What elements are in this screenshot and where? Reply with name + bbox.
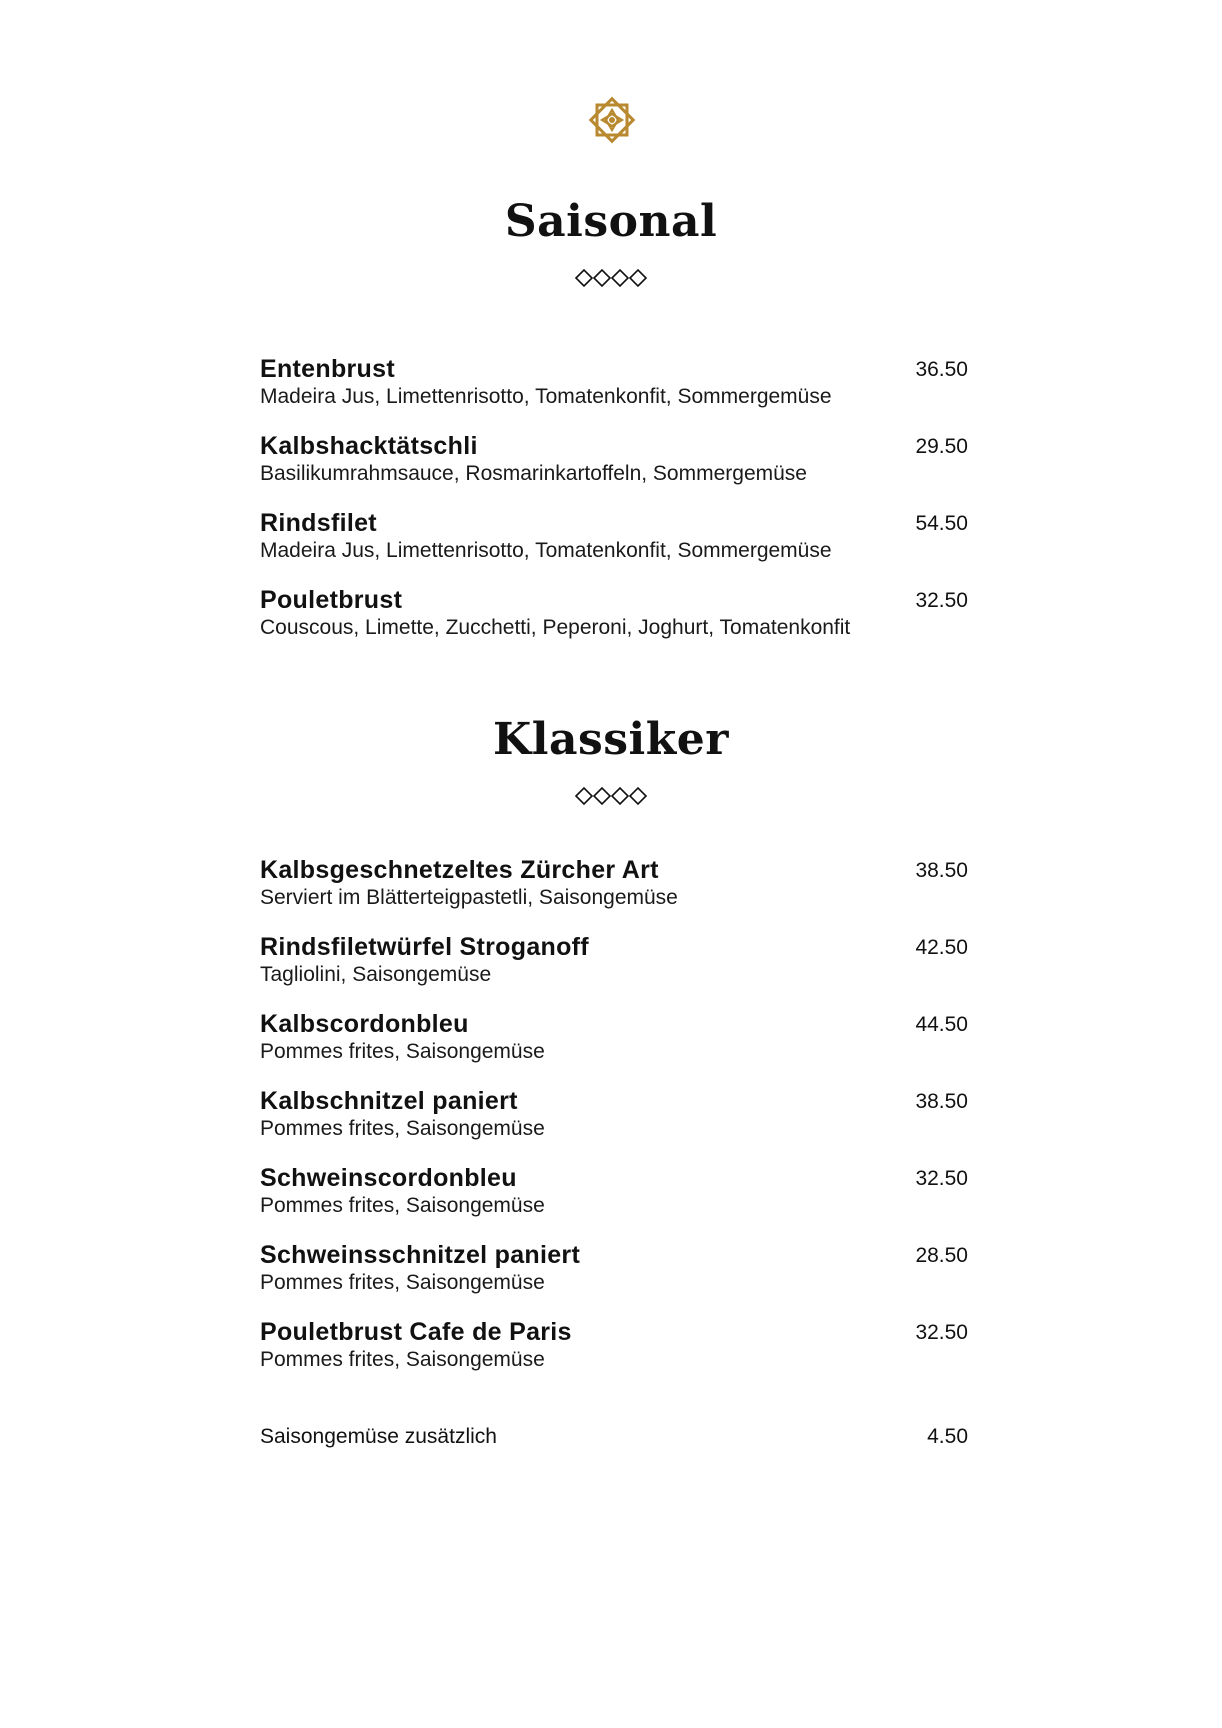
item-price: 29.50	[915, 435, 968, 458]
item-name: Kalbscordonbleu	[260, 1010, 469, 1038]
item-price: 32.50	[915, 589, 968, 612]
item-name: Pouletbrust	[260, 586, 403, 614]
item-name: Kalbshacktätschli	[260, 432, 478, 460]
item-price: 32.50	[915, 1167, 968, 1190]
item-name: Kalbsgeschnetzeltes Zürcher Art	[260, 856, 659, 884]
menu-item	[260, 1086, 968, 1163]
item-price: 36.50	[915, 358, 968, 381]
menu-item	[260, 1317, 968, 1394]
item-name: Entenbrust	[260, 355, 395, 383]
menu-item	[260, 1009, 968, 1086]
item-name: Kalbschnitzel paniert	[260, 1087, 518, 1115]
menu-item	[260, 354, 968, 431]
menu-item	[260, 1163, 968, 1240]
item-description: Madeira Jus, Limettenrisotto, Tomatenkonfit, Sommergemüse	[260, 385, 832, 408]
item-description: Pommes frites, Saisongemüse	[260, 1271, 545, 1294]
item-price: 32.50	[915, 1321, 968, 1344]
item-price: 44.50	[915, 1013, 968, 1036]
item-price: 54.50	[915, 512, 968, 535]
item-description: Madeira Jus, Limettenrisotto, Tomatenkonfit, Sommergemüse	[260, 539, 832, 562]
item-name: Pouletbrust Cafe de Paris	[260, 1318, 572, 1346]
item-price: 38.50	[915, 1090, 968, 1113]
extra-price: 4.50	[927, 1425, 968, 1448]
menu-item	[260, 932, 968, 1009]
menu-item	[260, 585, 968, 662]
menu-list-saisonal	[260, 354, 968, 662]
menu-item	[260, 508, 968, 585]
item-name: Schweinscordonbleu	[260, 1164, 517, 1192]
item-price: 28.50	[915, 1244, 968, 1267]
item-name: Rindsfilet	[260, 509, 377, 537]
menu-list-klassiker	[260, 855, 968, 1394]
diamond-row-icon	[574, 268, 650, 288]
menu-item	[260, 431, 968, 508]
item-description: Pommes frites, Saisongemüse	[260, 1040, 545, 1063]
item-description: Couscous, Limette, Zucchetti, Peperoni, Joghurt, Tomatenkonfit	[260, 616, 851, 639]
menu-item	[260, 855, 968, 932]
item-description: Basilikumrahmsauce, Rosmarinkartoffeln, Sommergemüse	[260, 462, 807, 485]
extra-row	[260, 1423, 968, 1451]
item-description: Tagliolini, Saisongemüse	[260, 963, 492, 986]
item-description: Pommes frites, Saisongemüse	[260, 1348, 545, 1371]
item-name: Schweinsschnitzel paniert	[260, 1241, 581, 1269]
extra-label: Saisongemüse zusätzlich	[260, 1425, 497, 1448]
menu-item	[260, 1240, 968, 1317]
section-title-saisonal: Saisonal	[504, 196, 718, 247]
item-description: Pommes frites, Saisongemüse	[260, 1117, 545, 1140]
ornament-star-icon	[584, 92, 640, 148]
item-name: Rindsfiletwürfel Stroganoff	[260, 933, 589, 961]
section-title-klassiker: Klassiker	[493, 714, 729, 765]
item-description: Serviert im Blätterteigpastetli, Saisongemüse	[260, 886, 678, 909]
item-price: 42.50	[915, 936, 968, 959]
item-price: 38.50	[915, 859, 968, 882]
diamond-row-icon	[574, 786, 650, 806]
item-description: Pommes frites, Saisongemüse	[260, 1194, 545, 1217]
